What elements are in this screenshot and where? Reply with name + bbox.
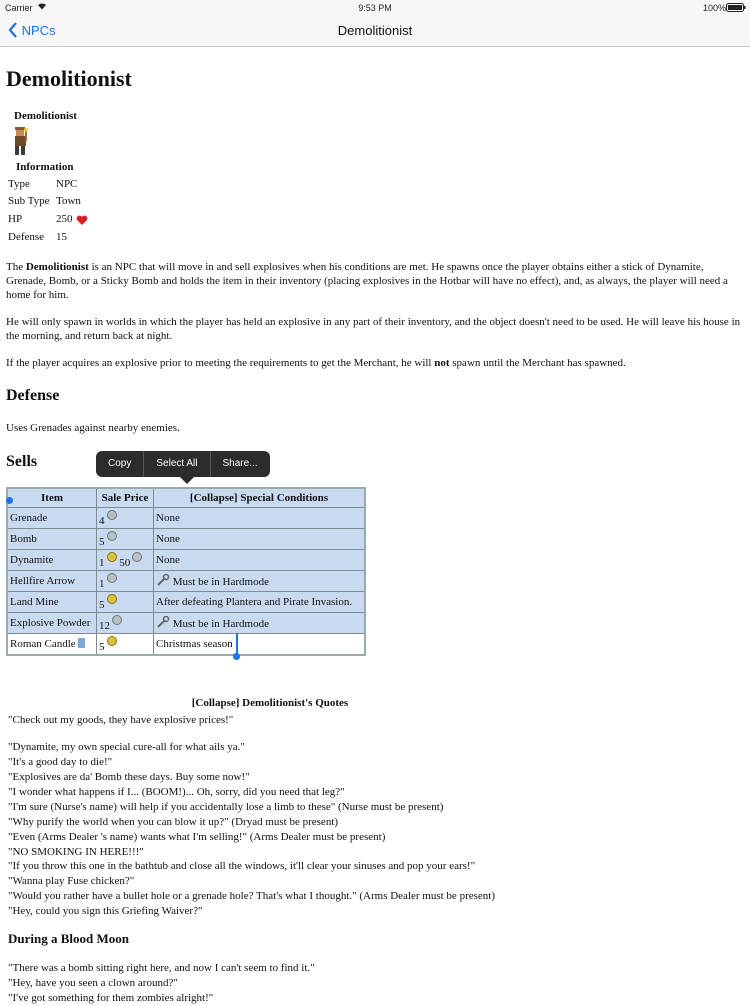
price-value: 4: [99, 514, 105, 527]
silver-coin-icon: [107, 510, 117, 520]
gold-coin-icon: [107, 552, 117, 562]
silver-coin-icon: [107, 531, 117, 541]
quote-line: "NO SMOKING IN HERE!!!": [8, 846, 144, 858]
silver-coin-icon: [112, 615, 122, 625]
back-label: NPCs: [21, 23, 56, 38]
condition-cell: [154, 613, 366, 634]
item-cell: Explosive Powder: [7, 613, 97, 634]
table-row: [7, 613, 365, 634]
intro-paragraph-3: [6, 356, 742, 370]
item-cell: Grenade: [7, 508, 97, 529]
menu-pointer: [180, 477, 194, 484]
info-label-subtype: Sub Type: [8, 195, 50, 207]
status-bar: [0, 0, 750, 16]
price-cell: [97, 634, 154, 656]
price-value: 5: [99, 535, 105, 548]
quote-line: "Hey, have you seen a clown around?": [8, 977, 178, 989]
page-title: Demolitionist: [6, 66, 132, 91]
gold-coin-icon: [107, 636, 117, 646]
table-row: [7, 634, 365, 656]
info-value-defense: 15: [56, 231, 67, 243]
info-value-type: NPC: [56, 178, 78, 190]
column-header-price: Sale Price: [97, 488, 154, 508]
info-value-subtype: Town: [56, 195, 81, 207]
quote-line: "Wanna play Fuse chicken?": [8, 875, 135, 887]
copy-menu-item[interactable]: Copy: [96, 451, 144, 477]
info-label-hp: HP: [8, 213, 23, 225]
sells-table: [6, 487, 366, 656]
intro-text: spawn until the Merchant has spawned.: [449, 357, 626, 369]
price-cell: [97, 550, 154, 571]
silver-coin-icon: [132, 552, 142, 562]
defense-heading: Defense: [6, 387, 60, 404]
item-cell: Land Mine: [7, 592, 97, 613]
quote-line: "There was a bomb sitting right here, and now I can't seem to find it.": [8, 962, 315, 974]
quote-line: "Hey, could you sign this Griefing Waiver?": [8, 905, 203, 917]
item-cell: Bomb: [7, 529, 97, 550]
selection-end-handle[interactable]: [233, 653, 240, 660]
column-header-item: Item: [7, 488, 97, 508]
intro-bold-not: not: [434, 357, 450, 369]
carrier-label: Carrier: [5, 3, 33, 13]
info-label-type: Type: [8, 178, 30, 190]
price-cell: [97, 508, 154, 529]
column-header-conditions[interactable]: [Collapse] Special Conditions: [154, 488, 366, 508]
roman-candle-icon: [78, 638, 85, 648]
silver-coin-icon: [107, 573, 117, 583]
quotes-title[interactable]: [Collapse] Demolitionist's Quotes: [191, 697, 349, 709]
quote-line: "If you throw this one in the bathtub and close all the windows, it'll clear your sinuses and pop your ears!": [8, 860, 476, 872]
condition-cell: None: [154, 508, 366, 529]
select-all-menu-item[interactable]: Select All: [144, 451, 210, 477]
sells-heading: Sells: [6, 453, 38, 470]
text-selection-menu: [96, 451, 270, 477]
price-cell: [97, 613, 154, 634]
infobox-title: Demolitionist: [14, 110, 77, 122]
price-cell: [97, 529, 154, 550]
quote-line: "Explosives are da' Bomb these days. Buy some now!": [8, 771, 250, 783]
price-value: 12: [99, 619, 110, 632]
item-cell: Hellfire Arrow: [7, 571, 97, 592]
info-value-hp: 250: [56, 213, 73, 225]
hardmode-wrench-icon: [156, 616, 170, 628]
price-cell: [97, 571, 154, 592]
condition-cell: After defeating Plantera and Pirate Invasion.: [154, 592, 366, 613]
intro-bold-name: Demolitionist: [25, 261, 89, 273]
quote-line: "I've got something for them zombies alright!": [8, 992, 214, 1004]
info-label-defense: Defense: [8, 231, 45, 243]
quote-line: "Dynamite, my own special cure-all for what ails ya.": [8, 741, 245, 753]
condition-cell: Christmas season: [154, 634, 366, 656]
price-cell: [97, 592, 154, 613]
quote-line: "Even (Arms Dealer 's name) wants what I'm selling!" (Arms Dealer must be present): [8, 831, 386, 843]
quote-line: "I wonder what happens if I... (BOOM!)... Oh, sorry, did you need that leg?": [8, 786, 345, 798]
item-name: Roman Candle: [10, 638, 76, 650]
hardmode-wrench-icon: [156, 574, 170, 586]
defense-text: Uses Grenades against nearby enemies.: [6, 422, 180, 434]
price-value: 50: [119, 556, 131, 569]
table-row: [7, 508, 365, 529]
status-time: 9:53 PM: [358, 3, 392, 13]
condition-cell: [154, 571, 366, 592]
price-value: 1: [99, 577, 105, 590]
quote-line: "I'm sure (Nurse's name) will help if you accidentally lose a limb to these" (Nurse must be present): [8, 801, 444, 813]
condition-text: Must be in Hardmode: [172, 618, 269, 630]
blood-moon-heading: During a Blood Moon: [8, 931, 129, 946]
table-row: [7, 592, 365, 613]
table-row: [7, 550, 365, 571]
navigation-bar: [0, 16, 750, 47]
selection-start-handle[interactable]: [6, 497, 13, 504]
quote-line: "Why purify the world when you can blow it up?" (Dryad must be present): [8, 816, 339, 828]
condition-cell: None: [154, 550, 366, 571]
item-cell: [7, 634, 97, 656]
infobox-information-header: Information: [16, 161, 74, 173]
table-row: [7, 571, 365, 592]
table-row: [7, 529, 365, 550]
intro-text: If the player acquires an explosive prior to meeting the requirements to get the Merchant, he will: [6, 357, 435, 369]
price-value: 5: [99, 640, 105, 653]
battery-icon: [726, 3, 746, 14]
intro-paragraph-2: He will only spawn in worlds in which the player has held an explosive in any part of their inventory, and the object doesn't need to be used. He will leave his house in the morning, and return back at night.: [6, 316, 741, 342]
battery-percent: 100%: [703, 3, 727, 13]
selection-end-caret: [236, 633, 238, 655]
gold-coin-icon: [107, 594, 117, 604]
intro-text: is an NPC that will move in and sell explosives when his conditions are met. He spawns once the player obtains either a stick of Dynamite, Grenade, Bomb, or a Sticky Bomb and holds the item in their inventory (placing explosives in the Hotbar will have no effect), and, as always, the player will need a home for him.: [6, 261, 728, 301]
share-menu-item[interactable]: Share...: [222, 458, 258, 469]
condition-text: Must be in Hardmode: [172, 576, 269, 588]
quote-line: "It's a good day to die!": [8, 756, 113, 768]
nav-title: Demolitionist: [337, 23, 413, 38]
price-value: 1: [99, 556, 105, 569]
quote-line: "Check out my goods, they have explosive prices!": [8, 714, 234, 726]
table-header-row: [7, 488, 365, 508]
item-cell: Dynamite: [7, 550, 97, 571]
heart-icon: [76, 213, 88, 231]
quote-line: "Would you rather have a bullet hole or a grenade hole? That's what I thought." (Arms Dealer must be present): [8, 890, 495, 902]
intro-paragraph-1: [6, 260, 742, 302]
intro-text: The: [6, 261, 26, 273]
npc-sprite-icon: [10, 127, 32, 157]
condition-cell: None: [154, 529, 366, 550]
price-value: 5: [99, 598, 105, 611]
